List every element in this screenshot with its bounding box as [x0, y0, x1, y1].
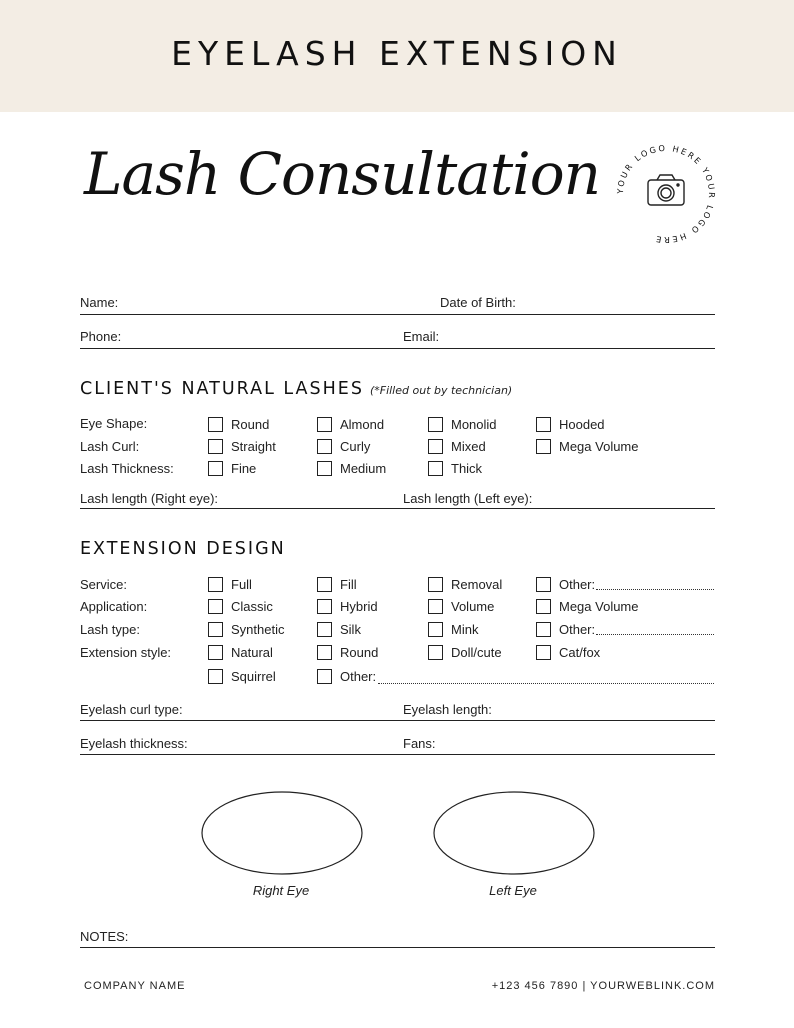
thickness-line[interactable]: [80, 754, 715, 755]
eyelash-length-label: Eyelash length:: [403, 702, 492, 717]
lash-curl-curly[interactable]: Curly: [317, 438, 370, 454]
contact-info: +123 456 7890 | YOURWEBLINK.COM: [491, 980, 715, 992]
service-label: Service:: [80, 577, 127, 592]
style-other-line[interactable]: [378, 683, 714, 684]
style-round[interactable]: Round: [317, 644, 378, 660]
service-fill[interactable]: Fill: [317, 576, 357, 592]
checkbox[interactable]: [208, 599, 223, 614]
checkbox[interactable]: [536, 645, 551, 660]
header-banner: [0, 0, 794, 112]
style-other[interactable]: Other:: [317, 668, 376, 684]
checkbox[interactable]: [317, 622, 332, 637]
checkbox[interactable]: [428, 645, 443, 660]
eye-shape-almond[interactable]: Almond: [317, 416, 384, 432]
style-natural[interactable]: Natural: [208, 644, 273, 660]
phone-line[interactable]: [80, 348, 715, 349]
lash-curl-label: Lash Curl:: [80, 439, 140, 454]
eyelash-thickness-label: Eyelash thickness:: [80, 736, 188, 751]
right-eye-diagram[interactable]: [200, 790, 364, 876]
checkbox[interactable]: [208, 439, 223, 454]
lash-type-silk[interactable]: Silk: [317, 621, 361, 637]
lash-thickness-fine[interactable]: Fine: [208, 460, 256, 476]
checkbox[interactable]: [536, 439, 551, 454]
checkbox[interactable]: [536, 599, 551, 614]
checkbox[interactable]: [208, 669, 223, 684]
checkbox[interactable]: [317, 439, 332, 454]
checkbox[interactable]: [536, 417, 551, 432]
logo-ring-text: YOUR LOGO HERE YOUR LOGO HERE: [614, 142, 718, 246]
checkbox[interactable]: [317, 645, 332, 660]
lash-type-other-line[interactable]: [596, 634, 714, 635]
service-removal[interactable]: Removal: [428, 576, 502, 592]
checkbox[interactable]: [428, 622, 443, 637]
lash-length-right-label: Lash length (Right eye):: [80, 491, 219, 506]
checkbox[interactable]: [317, 417, 332, 432]
lash-thickness-thick[interactable]: Thick: [428, 460, 482, 476]
email-label: Email:: [403, 329, 440, 344]
camera-icon: [648, 175, 684, 205]
eye-shape-hooded[interactable]: Hooded: [536, 416, 605, 432]
service-full[interactable]: Full: [208, 576, 252, 592]
lash-length-left-label: Lash length (Left eye):: [403, 491, 533, 506]
style-doll-cute[interactable]: Doll/cute: [428, 644, 502, 660]
checkbox[interactable]: [428, 577, 443, 592]
checkbox[interactable]: [317, 669, 332, 684]
service-other-line[interactable]: [596, 589, 714, 590]
company-name: COMPANY NAME: [84, 980, 186, 992]
lash-thickness-medium[interactable]: Medium: [317, 460, 386, 476]
lash-thickness-label: Lash Thickness:: [80, 461, 174, 476]
logo-placeholder: [610, 138, 722, 250]
name-line[interactable]: [80, 314, 715, 315]
eye-shape-monolid[interactable]: Monolid: [428, 416, 497, 432]
left-eye-diagram[interactable]: [432, 790, 596, 876]
page-title: EYELASH EXTENSION: [171, 34, 623, 73]
fans-label: Fans:: [403, 736, 436, 751]
application-classic[interactable]: Classic: [208, 598, 273, 614]
service-other[interactable]: Other:: [536, 576, 595, 592]
right-eye-label: Right Eye: [252, 883, 310, 898]
checkbox[interactable]: [317, 577, 332, 592]
phone-label: Phone:: [80, 329, 122, 344]
checkbox[interactable]: [208, 577, 223, 592]
lash-length-line[interactable]: [80, 508, 715, 509]
name-label: Name:: [80, 295, 119, 310]
checkbox[interactable]: [428, 461, 443, 476]
notes-line[interactable]: [80, 947, 715, 948]
natural-lashes-title: [80, 379, 512, 399]
lash-curl-straight[interactable]: Straight: [208, 438, 276, 454]
lash-type-other[interactable]: Other:: [536, 621, 595, 637]
lash-type-mink[interactable]: Mink: [428, 621, 478, 637]
lash-type-synthetic[interactable]: Synthetic: [208, 621, 284, 637]
curl-type-label: Eyelash curl type:: [80, 702, 183, 717]
checkbox[interactable]: [428, 599, 443, 614]
extension-style-label: Extension style:: [80, 645, 172, 660]
checkbox[interactable]: [208, 622, 223, 637]
checkbox[interactable]: [208, 417, 223, 432]
application-volume[interactable]: Volume: [428, 598, 494, 614]
dob-label: Date of Birth:: [440, 295, 516, 310]
notes-label: NOTES:: [80, 929, 129, 944]
curl-type-line[interactable]: [80, 720, 715, 721]
checkbox[interactable]: [428, 439, 443, 454]
style-cat-fox[interactable]: Cat/fox: [536, 644, 600, 660]
natural-lashes-heading: CLIENT'S NATURAL LASHES: [80, 379, 364, 399]
checkbox[interactable]: [208, 645, 223, 660]
application-mega-volume[interactable]: Mega Volume: [536, 598, 639, 614]
style-squirrel[interactable]: Squirrel: [208, 668, 276, 684]
checkbox[interactable]: [536, 622, 551, 637]
left-eye-label: Left Eye: [489, 883, 537, 898]
lash-curl-mixed[interactable]: Mixed: [428, 438, 486, 454]
application-label: Application:: [80, 599, 148, 614]
eye-shape-label: Eye Shape:: [80, 416, 148, 431]
checkbox[interactable]: [208, 461, 223, 476]
checkbox[interactable]: [317, 461, 332, 476]
checkbox[interactable]: [536, 577, 551, 592]
eye-shape-round[interactable]: Round: [208, 416, 269, 432]
checkbox[interactable]: [317, 599, 332, 614]
lash-type-label: Lash type:: [80, 622, 140, 637]
checkbox[interactable]: [428, 417, 443, 432]
lash-curl-mega-volume[interactable]: Mega Volume: [536, 438, 639, 454]
script-title: Lash Consultation: [84, 140, 600, 208]
application-hybrid[interactable]: Hybrid: [317, 598, 378, 614]
technician-note: (*Filled out by technician): [369, 384, 513, 397]
svg-text:YOUR LOGO HERE YOUR LOGO HERE: [615, 143, 717, 245]
extension-design-title: EXTENSION DESIGN: [80, 539, 286, 559]
